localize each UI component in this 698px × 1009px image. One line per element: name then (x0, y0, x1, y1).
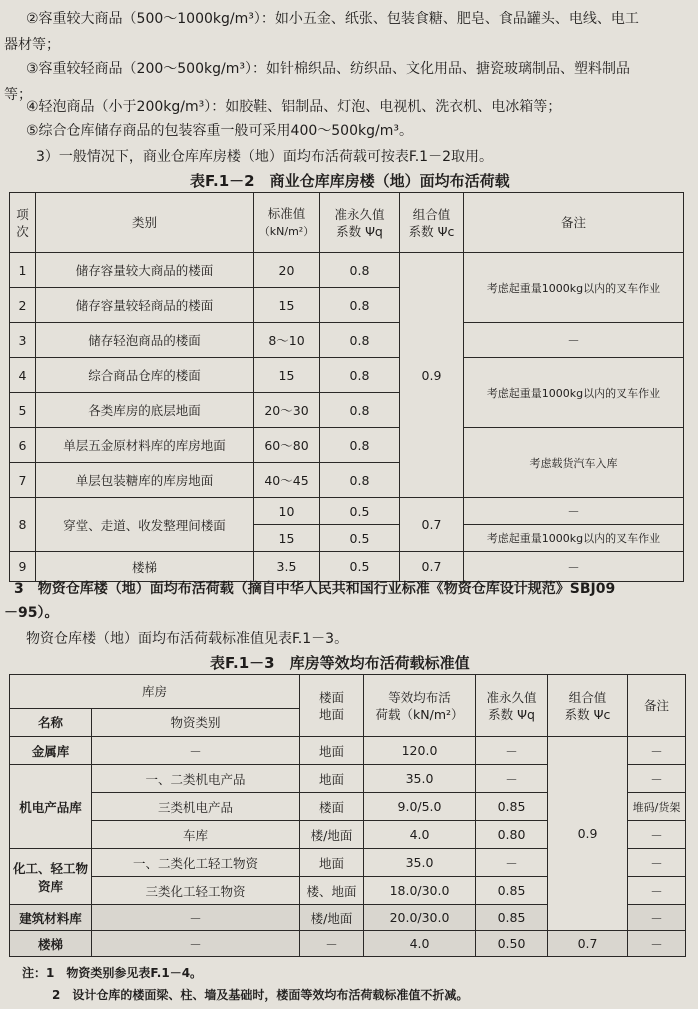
header-storage: 库房 (10, 675, 300, 709)
cell-load: 35.0 (364, 849, 476, 877)
cell-type: 三类化工轻工物资 (92, 877, 300, 905)
table-row (10, 931, 686, 957)
cell-no: 5 (10, 393, 36, 428)
header-load: 等效均布活 荷载（kN/m²） (364, 675, 476, 737)
cell-quasi: 0.8 (320, 358, 400, 393)
header-no: 项 次 (10, 193, 36, 253)
cell-remark: － (628, 877, 686, 905)
table-row (10, 428, 684, 463)
cell-quasi: － (476, 849, 548, 877)
text-line-1: ②容重较大商品（500～1000kg/m³）：如小五金、纸张、包装食糖、肥皂、食品罐头、电线、电工 (26, 11, 639, 27)
cell-floor: 楼面 (300, 793, 364, 821)
cell-quasi: 0.5 (320, 498, 400, 525)
cell-floor: 地面 (300, 849, 364, 877)
cell-standard: 20～30 (254, 393, 320, 428)
cell-load: 35.0 (364, 765, 476, 793)
cell-name: 金属库 (10, 737, 92, 765)
cell-standard: 15 (254, 358, 320, 393)
cell-name: 建筑材料库 (10, 905, 92, 931)
section-3-desc: 物资仓库楼（地）面均布活荷载标准值见表F.1－3。 (26, 631, 349, 647)
cell-remark: － (628, 765, 686, 793)
cell-standard: 10 (254, 498, 320, 525)
cell-name: 机电产品库 (10, 765, 92, 849)
cell-quasi: 0.80 (476, 821, 548, 849)
header-quasi: 准永久值 系数 Ψq (476, 675, 548, 737)
cell-load: 120.0 (364, 737, 476, 765)
table-row (10, 552, 684, 582)
cell-floor: 地面 (300, 765, 364, 793)
cell-category: 储存容量较大商品的楼面 (36, 253, 254, 288)
cell-standard: 60～80 (254, 428, 320, 463)
cell-category: 储存容量较轻商品的楼面 (36, 288, 254, 323)
cell-type: 一、二类化工轻工物资 (92, 849, 300, 877)
cell-remark: 考虑载货汽车入库 (464, 428, 684, 498)
header-name: 名称 (10, 709, 92, 737)
cell-category: 各类库房的底层地面 (36, 393, 254, 428)
header-category: 类别 (36, 193, 254, 253)
cell-category: 储存轻泡商品的楼面 (36, 323, 254, 358)
table1-header-row (10, 193, 684, 253)
cell-type: － (92, 905, 300, 931)
cell-standard: 3.5 (254, 552, 320, 582)
cell-remark: － (464, 323, 684, 358)
cell-load: 18.0/30.0 (364, 877, 476, 905)
table-row (10, 737, 686, 765)
header-type: 物资类别 (92, 709, 300, 737)
cell-floor: 地面 (300, 737, 364, 765)
cell-category: 综合商品仓库的楼面 (36, 358, 254, 393)
table-material-warehouse (9, 674, 686, 957)
cell-no: 9 (10, 552, 36, 582)
cell-floor: 楼、地面 (300, 877, 364, 905)
header-remark: 备注 (628, 675, 686, 737)
table-row (10, 358, 684, 393)
cell-standard: 15 (254, 288, 320, 323)
header-remark: 备注 (464, 193, 684, 253)
header-standard: 标准值 （kN/m²） (254, 193, 320, 253)
cell-no: 4 (10, 358, 36, 393)
cell-type: － (92, 931, 300, 957)
table-row (10, 498, 684, 525)
cell-combo: 0.7 (400, 498, 464, 552)
table-row (10, 323, 684, 358)
cell-remark: － (628, 821, 686, 849)
cell-remark: － (628, 849, 686, 877)
cell-no: 2 (10, 288, 36, 323)
table2-header-row (10, 675, 686, 709)
cell-name: 化工、轻工物资库 (10, 849, 92, 905)
text-line-6: ⑤综合仓库储存商品的包装容重一般可采用400～500kg/m³。 (26, 123, 413, 139)
cell-load: 9.0/5.0 (364, 793, 476, 821)
cell-quasi: 0.85 (476, 877, 548, 905)
section-3-line-cont: －95）。 (4, 605, 59, 621)
cell-remark: － (464, 552, 684, 582)
cell-floor: 楼/地面 (300, 905, 364, 931)
cell-load: 20.0/30.0 (364, 905, 476, 931)
cell-remark: － (628, 905, 686, 931)
table-commercial-warehouse (9, 192, 684, 582)
cell-remark: － (628, 931, 686, 957)
cell-quasi: 0.8 (320, 288, 400, 323)
cell-remark: 考虑起重量1000kg以内的叉车作业 (464, 525, 684, 552)
cell-quasi: 0.85 (476, 905, 548, 931)
cell-load: 4.0 (364, 821, 476, 849)
section-3-line: 3 物资仓库楼（地）面均布活荷载（摘自中华人民共和国行业标准《物资仓库设计规范》SBJ09 (14, 581, 616, 597)
cell-remark: 堆码/货架 (628, 793, 686, 821)
cell-quasi: 0.8 (320, 323, 400, 358)
cell-type: 一、二类机电产品 (92, 765, 300, 793)
cell-remark: 考虑起重量1000kg以内的叉车作业 (464, 253, 684, 323)
text-line-3: ③容重较轻商品（200～500kg/m³）：如针棉织品、纺织品、文化用品、搪瓷玻璃制品、塑料制品 (26, 61, 630, 77)
cell-standard: 15 (254, 525, 320, 552)
cell-quasi: 0.50 (476, 931, 548, 957)
cell-combo-group: 0.9 (400, 253, 464, 498)
cell-floor: 楼/地面 (300, 821, 364, 849)
cell-combo: 0.7 (548, 931, 628, 957)
cell-quasi: 0.8 (320, 393, 400, 428)
cell-no: 6 (10, 428, 36, 463)
cell-standard: 40～45 (254, 463, 320, 498)
cell-no: 8 (10, 498, 36, 552)
cell-quasi: 0.8 (320, 463, 400, 498)
cell-standard: 20 (254, 253, 320, 288)
cell-standard: 8～10 (254, 323, 320, 358)
text-line-4: 等； (4, 87, 32, 103)
cell-no: 7 (10, 463, 36, 498)
cell-combo-group: 0.9 (548, 737, 628, 931)
cell-quasi: 0.85 (476, 793, 548, 821)
cell-remark: － (628, 737, 686, 765)
text-line-7: 3）一般情况下，商业仓库库房楼（地）面均布活荷载可按表F.1－2取用。 (36, 149, 493, 165)
cell-quasi: 0.5 (320, 525, 400, 552)
cell-type: 车库 (92, 821, 300, 849)
cell-quasi: － (476, 765, 548, 793)
cell-no: 3 (10, 323, 36, 358)
cell-category: 穿堂、走道、收发整理间楼面 (36, 498, 254, 552)
cell-load: 4.0 (364, 931, 476, 957)
cell-floor: － (300, 931, 364, 957)
cell-type: 三类机电产品 (92, 793, 300, 821)
cell-quasi: 0.8 (320, 253, 400, 288)
table1-title: 表F.1－2 商业仓库库房楼（地）面均布活荷载 (190, 172, 510, 190)
header-floor: 楼面 地面 (300, 675, 364, 737)
text-line-2: 器材等； (4, 37, 60, 53)
header-combo: 组合值 系数 Ψc (548, 675, 628, 737)
note-2: 2 设计仓库的楼面梁、柱、墙及基础时，楼面等效均布活荷载标准值不折减。 (52, 988, 469, 1002)
cell-no: 1 (10, 253, 36, 288)
header-combo: 组合值 系数 Ψc (400, 193, 464, 253)
cell-quasi: 0.8 (320, 428, 400, 463)
text-line-5: ④轻泡商品（小于200kg/m³）：如胶鞋、铝制品、灯泡、电视机、洗衣机、电冰箱等； (26, 99, 562, 115)
cell-quasi: － (476, 737, 548, 765)
cell-remark: － (464, 498, 684, 525)
cell-category: 单层五金原材料库的库房地面 (36, 428, 254, 463)
table2-title: 表F.1－3 库房等效均布活荷载标准值 (210, 654, 470, 672)
cell-category: 单层包装糖库的库房地面 (36, 463, 254, 498)
cell-remark: 考虑起重量1000kg以内的叉车作业 (464, 358, 684, 428)
cell-combo: 0.7 (400, 552, 464, 582)
cell-category: 楼梯 (36, 552, 254, 582)
cell-quasi: 0.5 (320, 552, 400, 582)
cell-name: 楼梯 (10, 931, 92, 957)
header-quasi: 准永久值 系数 Ψq (320, 193, 400, 253)
note-1: 注：1 物资类别参见表F.1－4。 (22, 966, 203, 980)
table-row (10, 253, 684, 288)
cell-type: － (92, 737, 300, 765)
